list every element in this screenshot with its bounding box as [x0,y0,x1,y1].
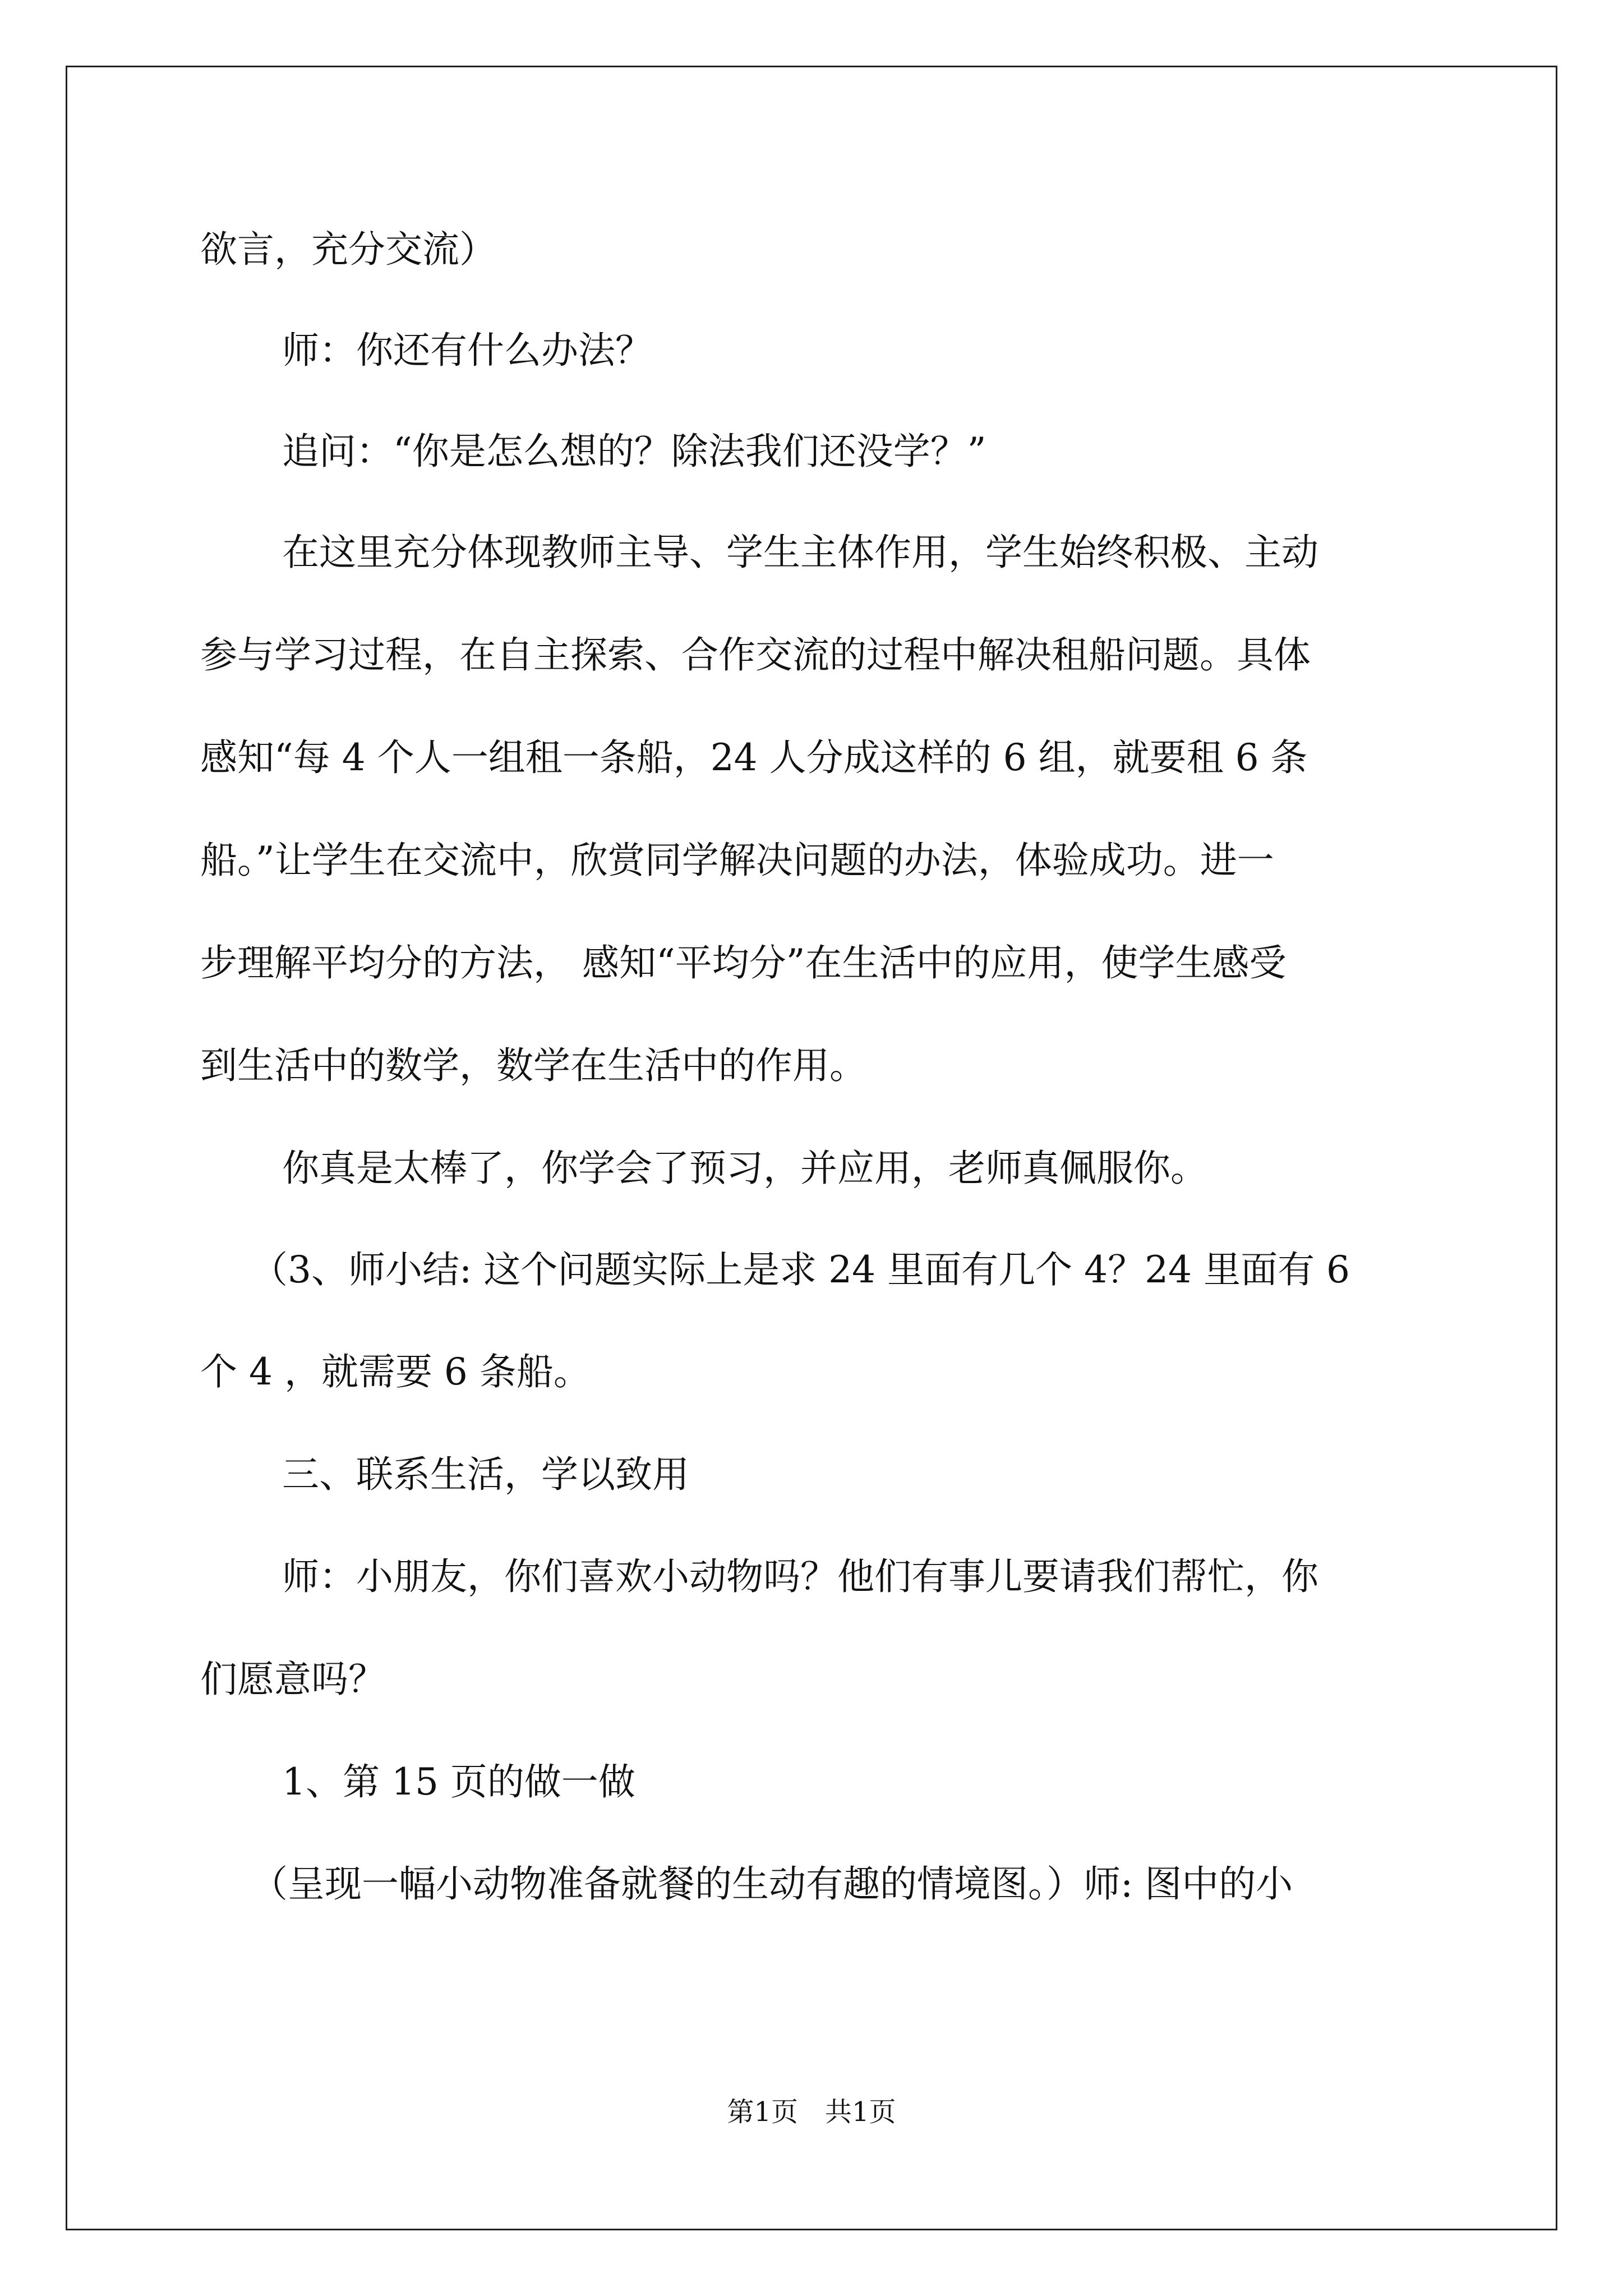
text-line: （呈现一幅小动物准备就餐的生动有趣的情境图。）师: 图中的小 [251,1862,1293,1906]
text-line: 追问：“你是怎么想的？除法我们还没学？” [282,430,986,473]
text-line: 感知“每 4 个人一组租一条船，24 人分成这样的 6 组，就要租 6 条 [200,736,1308,779]
text-line: 到生活中的数学，数学在生活中的作用。 [200,1044,866,1087]
text-line: 师：你还有什么办法？ [282,329,652,372]
text-line: 三、联系生活，学以致用 [282,1453,689,1496]
text-line: 船。”让学生在交流中，欣赏同学解决问题的办法，体验成功。进一 [200,839,1274,882]
text-line: 1、第 15 页的做一做 [282,1760,635,1803]
text-line: 欲言，充分交流） [200,228,496,271]
text-line: （3、师小结: 这个问题实际上是求 24 里面有几个 4？24 里面有 6 [251,1248,1350,1291]
text-line: 个 4 ，就需要 6 条船。 [200,1350,591,1393]
text-line: 你真是太棒了，你学会了预习，并应用，老师真佩服你。 [282,1147,1207,1190]
text-line: 步理解平均分的方法， 感知“平均分”在生活中的应用，使学生感受 [200,941,1287,984]
page-footer: 第1页 共1页 [727,2096,896,2128]
text-line: 参与学习过程，在自主探索、合作交流的过程中解决租船问题。具体 [200,633,1311,677]
text-line: 在这里充分体现教师主导、学生主体作用，学生始终积极、主动 [282,531,1318,574]
text-line: 们愿意吗？ [200,1658,385,1701]
text-line: 师：小朋友，你们喜欢小动物吗？他们有事儿要请我们帮忙，你 [282,1555,1318,1598]
